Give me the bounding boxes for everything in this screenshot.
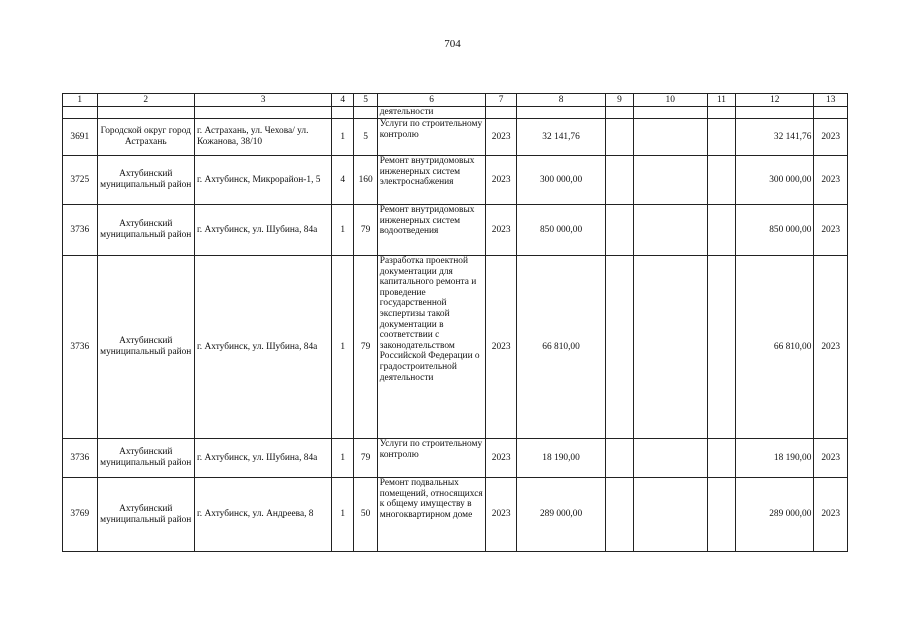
- year-cell: 2023: [486, 205, 516, 256]
- column-number-header: 4: [332, 94, 354, 107]
- column4-cell: 4: [332, 156, 354, 205]
- column9-cell: [606, 205, 633, 256]
- column10-cell: [633, 256, 707, 439]
- column-number-header: 11: [707, 94, 735, 107]
- column-number-header: 7: [486, 94, 516, 107]
- column11-cell: [707, 119, 735, 156]
- column5-cell: 50: [354, 478, 377, 552]
- amount-cell: 850 000,00: [516, 205, 605, 256]
- registry-number-cell: 3736: [63, 256, 98, 439]
- column10-cell: [633, 205, 707, 256]
- end-year-cell: 2023: [814, 119, 848, 156]
- column10-cell: [633, 119, 707, 156]
- continuation-row: [63, 107, 848, 119]
- address-cell: г. Ахтубинск, ул. Шубина, 84а: [195, 439, 332, 478]
- end-year-cell: 2023: [814, 156, 848, 205]
- end-year-cell: 2023: [814, 205, 848, 256]
- continuation-cell: деятельности: [377, 107, 486, 119]
- municipality-cell: Ахтубинский муниципальный район: [97, 205, 194, 256]
- municipality-cell: Ахтубинский муниципальный район: [97, 439, 194, 478]
- amount-cell: 300 000,00: [516, 156, 605, 205]
- table-row: [63, 478, 848, 552]
- column5-cell: 79: [354, 205, 377, 256]
- municipality-cell: Ахтубинский муниципальный район: [97, 156, 194, 205]
- registry-number-cell: 3769: [63, 478, 98, 552]
- work-type-cell: Ремонт подвальных помещений, относящихся к общему имуществу в многоквартирном доме: [377, 478, 486, 552]
- end-year-cell: 2023: [814, 256, 848, 439]
- registry-number-cell: 3691: [63, 119, 98, 156]
- column5-cell: 160: [354, 156, 377, 205]
- column11-cell: [707, 256, 735, 439]
- table-row: [63, 156, 848, 205]
- year-cell: 2023: [486, 478, 516, 552]
- work-type-cell: Услуги по строительному контролю: [377, 119, 486, 156]
- column9-cell: [606, 478, 633, 552]
- table-row: [63, 256, 848, 439]
- total-cell: 289 000,00: [736, 478, 814, 552]
- address-cell: г. Ахтубинск, ул. Шубина, 84а: [195, 256, 332, 439]
- column-number-header: 13: [814, 94, 848, 107]
- column9-cell: [606, 156, 633, 205]
- year-cell: 2023: [486, 119, 516, 156]
- column5-cell: 5: [354, 119, 377, 156]
- column-number-header: 12: [736, 94, 814, 107]
- column-number-header: 1: [63, 94, 98, 107]
- end-year-cell: 2023: [814, 439, 848, 478]
- column9-cell: [606, 439, 633, 478]
- municipality-cell: Ахтубинский муниципальный район: [97, 256, 194, 439]
- municipality-cell: Ахтубинский муниципальный район: [97, 478, 194, 552]
- column-number-row: [63, 94, 848, 107]
- registry-number-cell: 3736: [63, 205, 98, 256]
- work-type-cell: Разработка проектной документации для капитального ремонта и проведение государственной экспертизы такой документации в соответствии с законодательством Российской Федерации о градостроительной деятельности: [377, 256, 486, 439]
- column4-cell: 1: [332, 256, 354, 439]
- total-cell: 32 141,76: [736, 119, 814, 156]
- column10-cell: [633, 156, 707, 205]
- year-cell: 2023: [486, 156, 516, 205]
- column9-cell: [606, 256, 633, 439]
- work-type-cell: Услуги по строительному контролю: [377, 439, 486, 478]
- column4-cell: 1: [332, 439, 354, 478]
- registry-number-cell: 3736: [63, 439, 98, 478]
- amount-cell: 18 190,00: [516, 439, 605, 478]
- municipality-cell: Городской округ город Астрахань: [97, 119, 194, 156]
- column10-cell: [633, 439, 707, 478]
- column4-cell: 1: [332, 205, 354, 256]
- column-number-header: 2: [97, 94, 194, 107]
- column-number-header: 10: [633, 94, 707, 107]
- table-row: [63, 119, 848, 156]
- registry-number-cell: 3725: [63, 156, 98, 205]
- column-number-header: 3: [195, 94, 332, 107]
- column-number-header: 5: [354, 94, 377, 107]
- total-cell: 66 810,00: [736, 256, 814, 439]
- column5-cell: 79: [354, 439, 377, 478]
- column4-cell: 1: [332, 478, 354, 552]
- address-cell: г. Астрахань, ул. Чехова/ ул. Кожанова, 38/10: [195, 119, 332, 156]
- amount-cell: 66 810,00: [516, 256, 605, 439]
- total-cell: 850 000,00: [736, 205, 814, 256]
- page-number: 704: [444, 38, 461, 50]
- registry-table: [62, 93, 848, 552]
- address-cell: г. Ахтубинск, ул. Андреева, 8: [195, 478, 332, 552]
- year-cell: 2023: [486, 439, 516, 478]
- amount-cell: 289 000,00: [516, 478, 605, 552]
- column11-cell: [707, 439, 735, 478]
- address-cell: г. Ахтубинск, ул. Шубина, 84а: [195, 205, 332, 256]
- column11-cell: [707, 156, 735, 205]
- end-year-cell: 2023: [814, 478, 848, 552]
- year-cell: 2023: [486, 256, 516, 439]
- work-type-cell: Ремонт внутридомовых инженерных систем водоотведения: [377, 205, 486, 256]
- column-number-header: 6: [377, 94, 486, 107]
- total-cell: 300 000,00: [736, 156, 814, 205]
- column5-cell: 79: [354, 256, 377, 439]
- table-row: [63, 439, 848, 478]
- address-cell: г. Ахтубинск, Микрорайон-1, 5: [195, 156, 332, 205]
- column-number-header: 9: [606, 94, 633, 107]
- column11-cell: [707, 478, 735, 552]
- column9-cell: [606, 119, 633, 156]
- work-type-cell: Ремонт внутридомовых инженерных систем электроснабжения: [377, 156, 486, 205]
- column-number-header: 8: [516, 94, 605, 107]
- column10-cell: [633, 478, 707, 552]
- column11-cell: [707, 205, 735, 256]
- column4-cell: 1: [332, 119, 354, 156]
- table-row: [63, 205, 848, 256]
- total-cell: 18 190,00: [736, 439, 814, 478]
- amount-cell: 32 141,76: [516, 119, 605, 156]
